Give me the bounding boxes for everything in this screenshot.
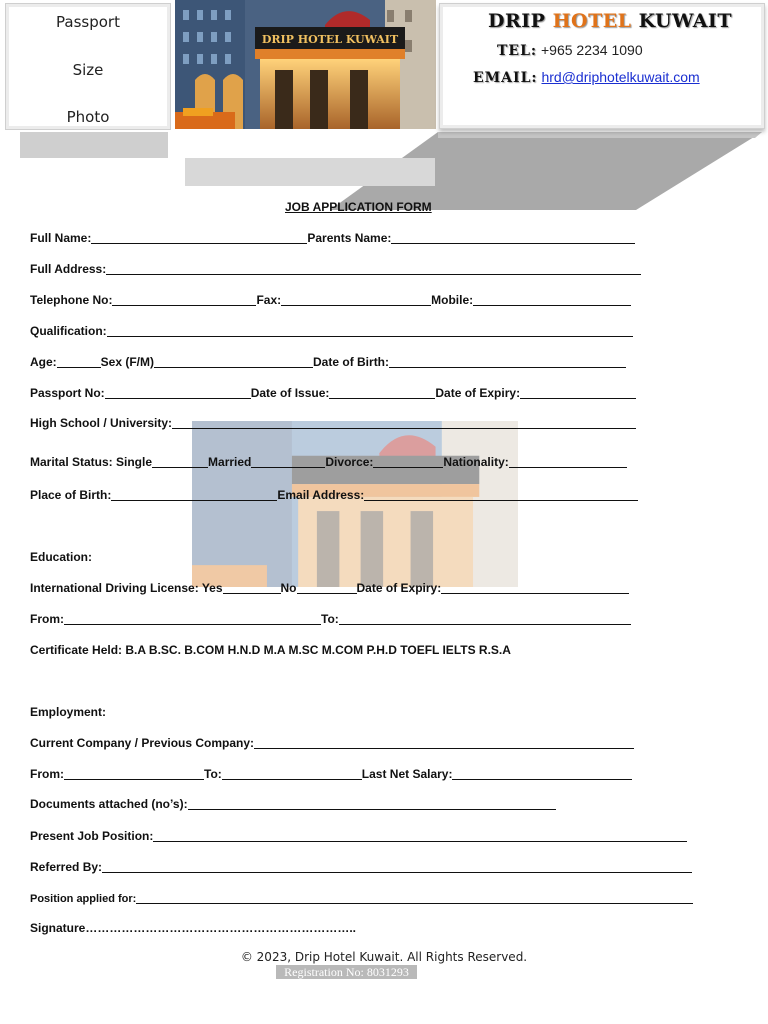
email-row bbox=[473, 69, 700, 86]
present-position-field[interactable] bbox=[153, 829, 687, 842]
qualification-row bbox=[30, 324, 633, 338]
field-label: Date of Expiry: bbox=[435, 386, 521, 400]
field-label: Referred By: bbox=[30, 860, 103, 874]
email-address-field[interactable] bbox=[364, 488, 638, 501]
employment-from-field[interactable] bbox=[64, 767, 204, 780]
signature-line[interactable]: ………………………………………………………….. bbox=[85, 921, 357, 935]
qualification-field[interactable] bbox=[107, 324, 633, 337]
school-field[interactable] bbox=[172, 416, 636, 429]
copyright-text: © 2023, Drip Hotel Kuwait. All Rights Reserved. bbox=[240, 950, 528, 964]
hotel-sign-text: DRIP HOTEL KUWAIT bbox=[261, 33, 399, 46]
license-no-field[interactable] bbox=[297, 581, 357, 594]
hotel-name-part: DRIP bbox=[488, 10, 553, 32]
email-link[interactable]: hrd@driphotelkuwait.com bbox=[541, 69, 700, 85]
photo-box-shadow bbox=[185, 158, 435, 186]
hotel-watermark bbox=[192, 421, 518, 587]
field-label: Sex (F/M) bbox=[100, 355, 155, 369]
telephone-label: TEL: bbox=[497, 43, 538, 59]
full-address-row bbox=[30, 262, 641, 276]
hotel-contact-box bbox=[439, 3, 765, 129]
mobile-field[interactable] bbox=[473, 293, 631, 306]
field-label: Documents attached (no’s): bbox=[30, 797, 188, 811]
education-to-field[interactable] bbox=[339, 612, 631, 625]
registration-number: Registration No: 8031293 bbox=[276, 965, 417, 979]
photo-label-line: Size bbox=[72, 61, 104, 79]
field-label: Parents Name: bbox=[307, 231, 392, 245]
education-heading bbox=[30, 550, 92, 564]
referred-by-field[interactable] bbox=[102, 860, 692, 873]
field-label: To: bbox=[321, 612, 339, 626]
full-name-field[interactable] bbox=[91, 231, 307, 244]
email-label: EMAIL: bbox=[473, 70, 538, 86]
documents-row bbox=[30, 797, 556, 811]
date-of-birth-field[interactable] bbox=[389, 355, 626, 368]
telephone-row bbox=[497, 42, 643, 59]
field-label: From: bbox=[30, 767, 64, 781]
passport-photo-box bbox=[5, 3, 171, 130]
field-label: To: bbox=[204, 767, 222, 781]
hotel-name bbox=[488, 10, 732, 32]
field-label: Married bbox=[208, 455, 252, 469]
field-label: Place of Birth: bbox=[30, 488, 112, 502]
field-label: High School / University: bbox=[30, 416, 173, 430]
field-label: International Driving License: Yes bbox=[30, 581, 223, 595]
certificate-row bbox=[30, 643, 511, 657]
field-label: Date of Expiry: bbox=[356, 581, 442, 595]
age-row bbox=[30, 355, 626, 369]
telephone-row bbox=[30, 293, 631, 307]
license-expiry-field[interactable] bbox=[441, 581, 629, 594]
place-of-birth-row bbox=[30, 488, 638, 502]
field-label: Last Net Salary: bbox=[361, 767, 453, 781]
license-yes-field[interactable] bbox=[223, 581, 281, 594]
company-row bbox=[30, 736, 634, 750]
photo-label-line: Passport bbox=[56, 13, 120, 31]
field-label: Signature bbox=[30, 921, 86, 935]
telephone-field[interactable] bbox=[112, 293, 256, 306]
field-label: Email Address: bbox=[277, 488, 365, 502]
marital-row bbox=[30, 455, 627, 469]
company-field[interactable] bbox=[254, 736, 634, 749]
present-position-row bbox=[30, 829, 687, 843]
field-label: Fax: bbox=[256, 293, 282, 307]
field-label: Date of Issue: bbox=[250, 386, 330, 400]
education-dates-row bbox=[30, 612, 631, 626]
field-label: Marital Status: Single bbox=[30, 455, 153, 469]
field-label: Full Name: bbox=[30, 231, 92, 245]
position-applied-row bbox=[30, 891, 693, 905]
passport-no-field[interactable] bbox=[105, 386, 251, 399]
field-label: Full Address: bbox=[30, 262, 107, 276]
age-field[interactable] bbox=[57, 355, 101, 368]
field-label: Telephone No: bbox=[30, 293, 113, 307]
field-label: Position applied for: bbox=[30, 893, 137, 905]
field-label: Certificate Held: B.A B.SC. B.COM H.N.D M.A M.SC M.COM P.H.D TOEFL IELTS R.S.A bbox=[30, 643, 511, 657]
field-label: Mobile: bbox=[431, 293, 474, 307]
field-label: No bbox=[280, 581, 297, 595]
field-label: Passport No: bbox=[30, 386, 105, 400]
school-row bbox=[30, 416, 636, 430]
photo-box-shadow bbox=[20, 132, 168, 158]
field-label: Divorce: bbox=[325, 455, 374, 469]
hotel-name-part: KUWAIT bbox=[631, 10, 732, 32]
field-label: Age: bbox=[30, 355, 57, 369]
field-label: From: bbox=[30, 612, 64, 626]
hotel-photo bbox=[175, 0, 436, 129]
divorce-field[interactable] bbox=[373, 455, 443, 468]
married-field[interactable] bbox=[251, 455, 325, 468]
position-applied-field[interactable] bbox=[136, 891, 693, 904]
nationality-field[interactable] bbox=[509, 455, 627, 468]
sex-field[interactable] bbox=[154, 355, 313, 368]
employment-dates-row bbox=[30, 767, 632, 781]
fax-field[interactable] bbox=[281, 293, 431, 306]
full-name-row bbox=[30, 231, 635, 245]
field-label: Present Job Position: bbox=[30, 829, 154, 843]
hotel-name-part: HOTEL bbox=[552, 10, 632, 32]
date-of-expiry-field[interactable] bbox=[520, 386, 636, 399]
date-of-issue-field[interactable] bbox=[329, 386, 435, 399]
full-address-field[interactable] bbox=[106, 262, 641, 275]
form-title: JOB APPLICATION FORM bbox=[285, 200, 432, 214]
parents-name-field[interactable] bbox=[391, 231, 635, 244]
referred-row bbox=[30, 860, 692, 874]
signature-row bbox=[30, 921, 356, 935]
section-heading: Education: bbox=[30, 550, 92, 564]
documents-field[interactable] bbox=[188, 797, 556, 810]
place-of-birth-field[interactable] bbox=[111, 488, 277, 501]
section-heading: Employment: bbox=[30, 705, 107, 719]
passport-row bbox=[30, 386, 636, 400]
field-label: Date of Birth: bbox=[313, 355, 390, 369]
last-net-salary-field[interactable] bbox=[452, 767, 632, 780]
field-label: Nationality: bbox=[443, 455, 509, 469]
single-field[interactable] bbox=[152, 455, 208, 468]
photo-label-line: Photo bbox=[66, 108, 110, 126]
employment-heading bbox=[30, 705, 106, 719]
driving-license-row bbox=[30, 581, 629, 595]
education-from-field[interactable] bbox=[64, 612, 321, 625]
field-label: Current Company / Previous Company: bbox=[30, 736, 255, 750]
field-label: Qualification: bbox=[30, 324, 107, 338]
telephone-value: +965 2234 1090 bbox=[541, 42, 643, 58]
employment-to-field[interactable] bbox=[222, 767, 362, 780]
